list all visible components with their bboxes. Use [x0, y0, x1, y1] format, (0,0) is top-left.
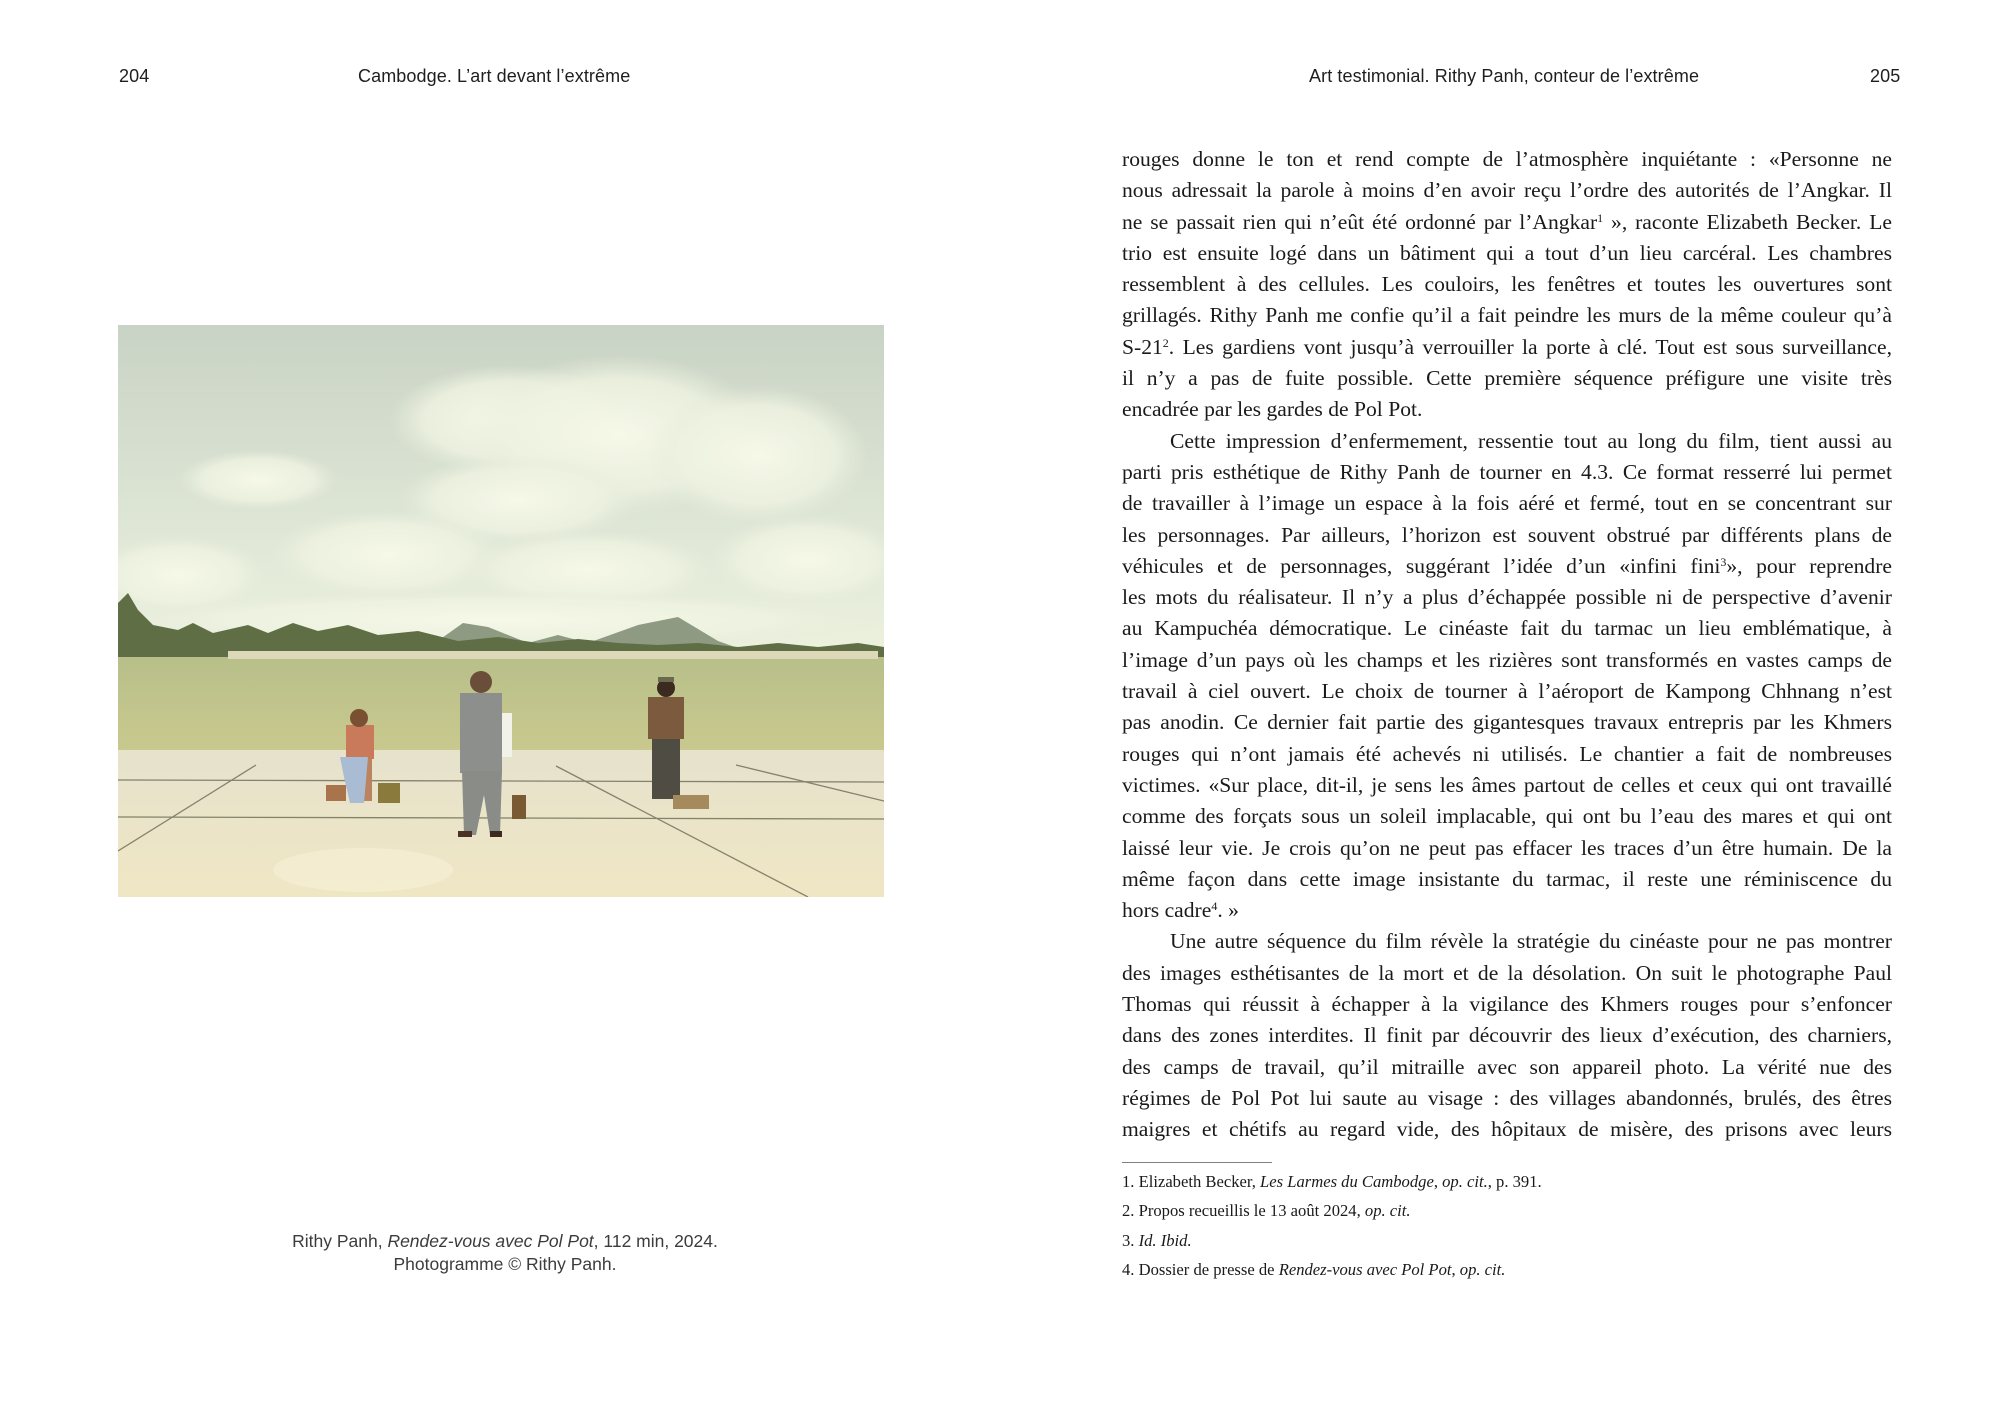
- text-line: dans des zones interdites. Il finit par découvrir des lieux d’exécution, des charniers,: [1122, 1023, 1892, 1048]
- footnote-ref[interactable]: 2: [1162, 335, 1169, 350]
- text-line: des images esthétisantes de la mort et de la désolation. On suit le photographe Paul: [1122, 960, 1892, 985]
- body-text: [1122, 144, 1892, 1146]
- text-line: des camps de travail, qu’il mitraille avec son appareil photo. La vérité nue des: [1122, 1054, 1892, 1079]
- text-line: ne se passait rien qui n’eût été ordonné par l’Angkar$^1$ », raconte Elizabeth Becker. Le: [1122, 209, 1892, 234]
- footnote-divider: [1122, 1162, 1272, 1163]
- text-line: $S-21^2$. Les gardiens vont jusqu’à verrouiller la porte à clé. Tout est sous surveillance,: [1122, 334, 1892, 359]
- footnote-ref[interactable]: 3: [1720, 554, 1727, 569]
- text-line: Thomas qui réussit à échapper à la vigilance des Khmers rouges pour s’enfoncer: [1122, 992, 1892, 1017]
- text-line: grillagés. Rithy Panh me confie qu’il a fait peindre les murs de la même couleur qu’à: [1122, 303, 1892, 328]
- text-line: l’image d’un pays où les champs et les rizières sont transformés en vastes camps de: [1122, 647, 1892, 672]
- footnote-ref[interactable]: 1: [1597, 210, 1604, 225]
- text-line: les personnages. Par ailleurs, l’horizon est souvent obstrué par différents plans de: [1122, 522, 1892, 547]
- film-still-photo: [118, 325, 884, 897]
- text-line: régimes de Pol Pot lui saute au visage : des villages abandonnés, brulés, des êtres: [1122, 1085, 1892, 1110]
- running-title-right: Art testimonial. Rithy Panh, conteur de l’extrême: [1309, 66, 1700, 86]
- text-line: maigres et chétifs au regard vide, des hôpitaux de misère, des prisons avec leurs: [1122, 1117, 1892, 1142]
- text-line: ressemblent à des cellules. Les couloirs, les fenêtres et toutes les ouvertures sont: [1122, 272, 1892, 297]
- text-line: véhicules et de personnages, suggérant l’idée d’un «infini fini$^3$», pour reprendre: [1122, 553, 1892, 578]
- text-line: travail à ciel ouvert. Le choix de tourner à l’aéroport de Kampong Chhnang n’est: [1122, 679, 1892, 704]
- photo-illustration: [118, 325, 884, 897]
- text-line: rouges qui n’ont jamais été achevés ni utilisés. Le chantier a fait de nombreuses: [1122, 741, 1892, 766]
- footnote-ref[interactable]: 4: [1211, 899, 1218, 914]
- text-line: parti pris esthétique de Rithy Panh de tourner en 4.3. Ce format resserré lui permet: [1122, 459, 1892, 484]
- text-line: il n’y a pas de fuite possible. Cette première séquence préfigure une visite très: [1122, 366, 1892, 391]
- text-line: les mots du réalisateur. Il n’y a plus d’échappée possible ni de perspective d’avenir: [1122, 585, 1892, 610]
- text-line: au Kampuchéa démocratique. Le cinéaste fait du tarmac un lieu emblématique, à: [1122, 616, 1892, 641]
- footnote-4: 4. Dossier de presse de Rendez-vous avec Pol Pot, op. cit.: [1122, 1259, 1506, 1279]
- caption-line-2: Photogramme © Rithy Panh.: [393, 1254, 617, 1274]
- page-number-right: 205: [1870, 66, 1901, 86]
- text-line: comme des forçats sous un soleil implacable, qui ont bu l’eau des mares et qui ont: [1122, 804, 1892, 829]
- text-line: rouges donne le ton et rend compte de l’atmosphère inquiétante : «Personne ne: [1122, 147, 1892, 171]
- footnote-2: 2. Propos recueillis le 13 août 2024, op. cit.: [1122, 1201, 1411, 1221]
- text-line: même façon dans cette image insistante du tarmac, il reste une réminiscence du: [1122, 866, 1892, 891]
- page-number-left: 204: [119, 66, 150, 86]
- text-line: pas anodin. Ce dernier fait partie des gigantesques travaux entrepris par les Khmers: [1122, 710, 1892, 735]
- running-title-left: Cambodge. L’art devant l’extrême: [358, 66, 631, 86]
- text-line: laissé leur vie. Je crois qu’on ne peut pas effacer les traces d’un être humain. De la: [1122, 835, 1892, 860]
- footnote-3: 3. Id. Ibid.: [1122, 1230, 1192, 1250]
- text-line: encadrée par les gardes de Pol Pot.: [1122, 397, 1423, 422]
- text-line: victimes. «Sur place, dit-il, je sens les âmes partout de celles et ceux qui ont travaillé: [1122, 772, 1892, 797]
- film-title: Rendez-vous avec Pol Pot: [387, 1231, 594, 1251]
- text-line: Une autre séquence du film révèle la stratégie du cinéaste pour ne pas montrer: [1170, 929, 1892, 954]
- text-line: de travailler à l’image un espace à la fois aéré et fermé, tout en se concentrant sur: [1122, 491, 1892, 516]
- text-line: hors cadre$^4$. »: [1122, 898, 1239, 923]
- footnotes: [1122, 1167, 1882, 1284]
- text-line: trio est ensuite logé dans un bâtiment qui a tout d’un lieu carcéral. Les chambres: [1122, 240, 1892, 265]
- text-line: nous adressait la parole à moins d’en avoir reçu l’ordre des autorités de l’Angkar. Il: [1122, 178, 1892, 203]
- text-line: Cette impression d’enfermement, ressentie tout au long du film, tient aussi au: [1170, 428, 1892, 453]
- caption-line-1: Rithy Panh, Rendez-vous avec Pol Pot, 112 min, 2024.: [292, 1231, 718, 1251]
- footnote-1: 1. Elizabeth Becker, Les Larmes du Cambodge, op. cit., p. 391.: [1122, 1172, 1542, 1191]
- figure-caption: [250, 1230, 760, 1276]
